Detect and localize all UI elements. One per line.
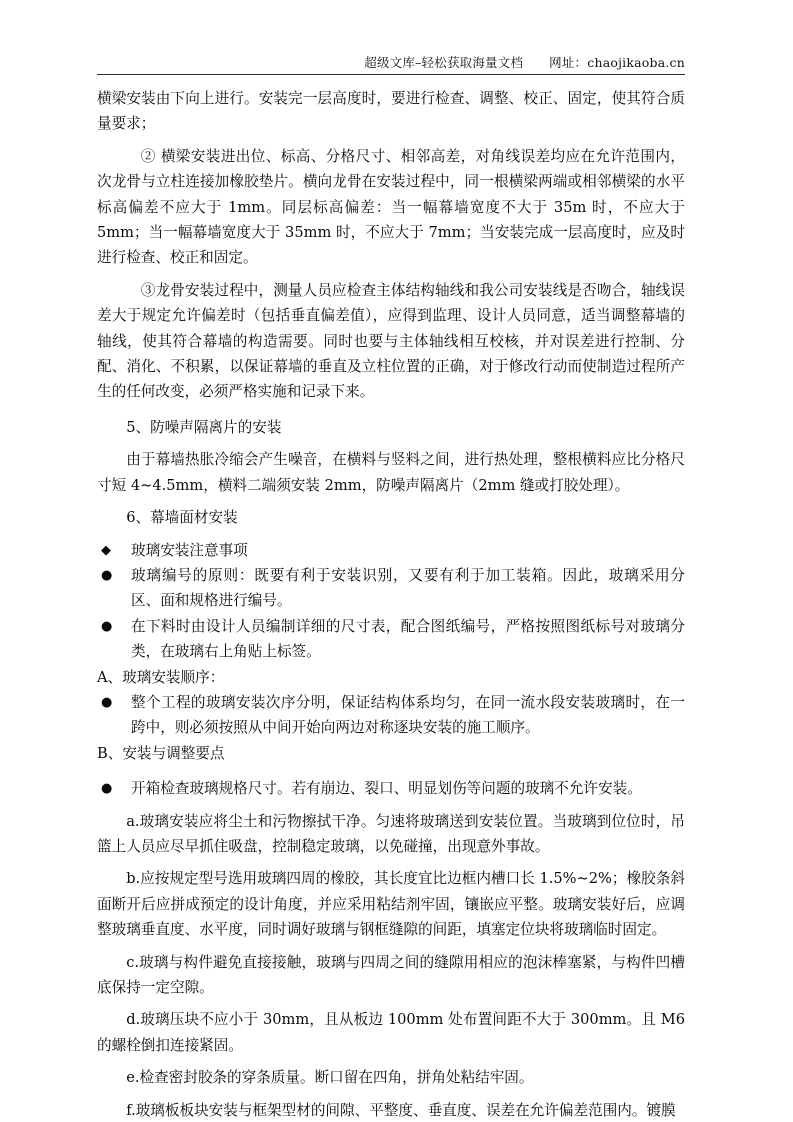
paragraph-step-b: b.应按规定型号选用玻璃四周的橡胶，其长度宜比边框内槽口长 1.5%~2%；橡胶条斜面断开后应拼成预定的设计角度，并应采用粘结剂牢固，镶嵌应平整。玻璃安装好后，应调整玻璃垂直度、水平度，同时调好玻璃与钢框缝隙的间距，填塞定位块将玻璃临时固定。 xyxy=(97,870,685,939)
disc-bullet-icon: ● xyxy=(101,618,113,634)
list-item xyxy=(97,614,685,665)
list-item-label: 开箱检查玻璃规格尺寸。若有崩边、裂口、明显划伤等问题的玻璃不允许安装。 xyxy=(131,780,642,798)
list-item-label: 在下料时由设计人员编制详细的尺寸表，配合图纸编号，严格按照图纸标号对玻璃分类，在玻璃右上角贴上标签。 xyxy=(131,617,685,661)
paragraph-item-3: ③龙骨安装过程中，测量人员应检查主体结构轴线和我公司安装线是否吻合，轴线误差大于规定允许偏差时（包括垂直偏差值），应得到监理、设计人员同意，适当调整幕墙的轴线，使其符合幕墙的构造需要。同时也要与主体轴线相互校核，并对误差进行控制、分配、消化、不积累，以保证幕墙的垂直及立柱位置的正确，对于修改行动而使制造过程所产生的任何改变，必须严格实施和记录下来。 xyxy=(97,281,685,401)
paragraph-intro: 横梁安装由下向上进行。安装完一层高度时，要进行检查、调整、校正、固定，使其符合质量要求； xyxy=(97,90,685,133)
paragraph-step-a: a.玻璃安装应将尘土和污物擦拭干净。匀速将玻璃送到安装位置。当玻璃到位位时，吊篮上人员应尽早抓住吸盘，控制稳定玻璃，以免碰撞，出现意外事故。 xyxy=(97,812,685,855)
disc-bullet-icon: ● xyxy=(101,781,113,797)
paragraph-step-e: e.检查密封胶条的穿条质量。断口留在四角，拼角处粘结牢固。 xyxy=(126,1069,534,1087)
spacer xyxy=(97,405,685,415)
disc-bullet-icon: ● xyxy=(101,694,113,710)
paragraph-step-c: c.玻璃与构件避免直接接触，玻璃与四周之间的缝隙用相应的泡沫棒塞紧，与构件凹槽底保持一定空隙。 xyxy=(97,953,685,996)
spacer xyxy=(97,440,685,447)
spacer xyxy=(97,1058,685,1065)
paragraph-step-d: d.玻璃压块不应小于 30mm，且从板边 100mm 处布置间距不大于 300mm。且 M6 的螺栓倒扣连接紧固。 xyxy=(97,1011,685,1054)
spacer xyxy=(97,137,685,144)
spacer xyxy=(97,802,685,809)
list-item-label: 整个工程的玻璃安装次序分明，保证结构体系均匀，在同一流水段安装玻璃时，在一跨中，则必须按照从中间开始向两边对称逐块安装的施工顺序。 xyxy=(131,693,685,737)
paragraph-item-2: ② 横梁安装进出位、标高、分格尺寸、相邻高差，对角线误差均应在允许范围内，次龙骨与立柱连接加橡胶垫片。横向龙骨在安装过程中，同一根横梁两端或相邻横梁的水平标高偏差不应大于 1mm。同层标高偏差：当一幅幕墙宽度不大于 35m 时，不应大于 5mm；当一幅幕墙宽度大于 35mm 时，不应大于 7mm；当安装完成一层高度时，应及时进行检查、校正和固定。 xyxy=(97,147,685,267)
page-header xyxy=(97,0,685,75)
spacer xyxy=(97,766,685,776)
heading-section-6: 6、幕墙面材安装 xyxy=(126,509,238,527)
header-url-label: 网址： xyxy=(549,55,588,70)
label-section-b: B、安装与调整要点 xyxy=(97,744,225,762)
paragraph-section-5: 由于幕墙热胀冷缩会产生噪音，在横料与竖料之间，进行热处理，整根横料应比分格尺寸短 4~4.5mm，横料二端须安装 2mm，防噪声隔离片（2mm 缝或打胶处理）。 xyxy=(97,451,685,494)
adjustment-points-list xyxy=(97,776,685,801)
spacer xyxy=(97,943,685,950)
list-item-label: 玻璃安装注意事项 xyxy=(131,541,248,559)
list-item-label: 玻璃编号的原则：既要有利于安装识别，又要有利于加工装箱。因此，玻璃采用分区、面和规格进行编号。 xyxy=(131,566,685,610)
spacer xyxy=(97,1000,685,1007)
spacer xyxy=(97,859,685,866)
heading-section-5: 5、防噪声隔离片的安装 xyxy=(126,418,282,436)
spacer xyxy=(97,531,685,538)
document-body xyxy=(97,75,685,1122)
list-item xyxy=(97,690,685,741)
disc-bullet-icon: ● xyxy=(101,567,113,583)
header-site-name: 超级文库–轻松获取海量文档 xyxy=(364,55,524,70)
spacer xyxy=(97,498,685,505)
diamond-bullet-icon: ◆ xyxy=(101,542,111,558)
label-section-a: A、玻璃安装顺序： xyxy=(97,668,225,686)
header-url: chaojikaoba.cn xyxy=(587,55,685,70)
list-item xyxy=(97,563,685,614)
list-item xyxy=(97,538,685,563)
spacer xyxy=(97,1091,685,1098)
page-content xyxy=(97,0,685,1122)
paragraph-step-f: f.玻璃板板块安装与框架型材的间隙、平整度、垂直度、误差在允许偏差范围内。镀膜 xyxy=(126,1101,676,1119)
spacer xyxy=(97,271,685,278)
list-item xyxy=(97,776,685,801)
install-order-list xyxy=(97,690,685,741)
glass-notes-list xyxy=(97,538,685,665)
header-text-row xyxy=(97,56,685,70)
